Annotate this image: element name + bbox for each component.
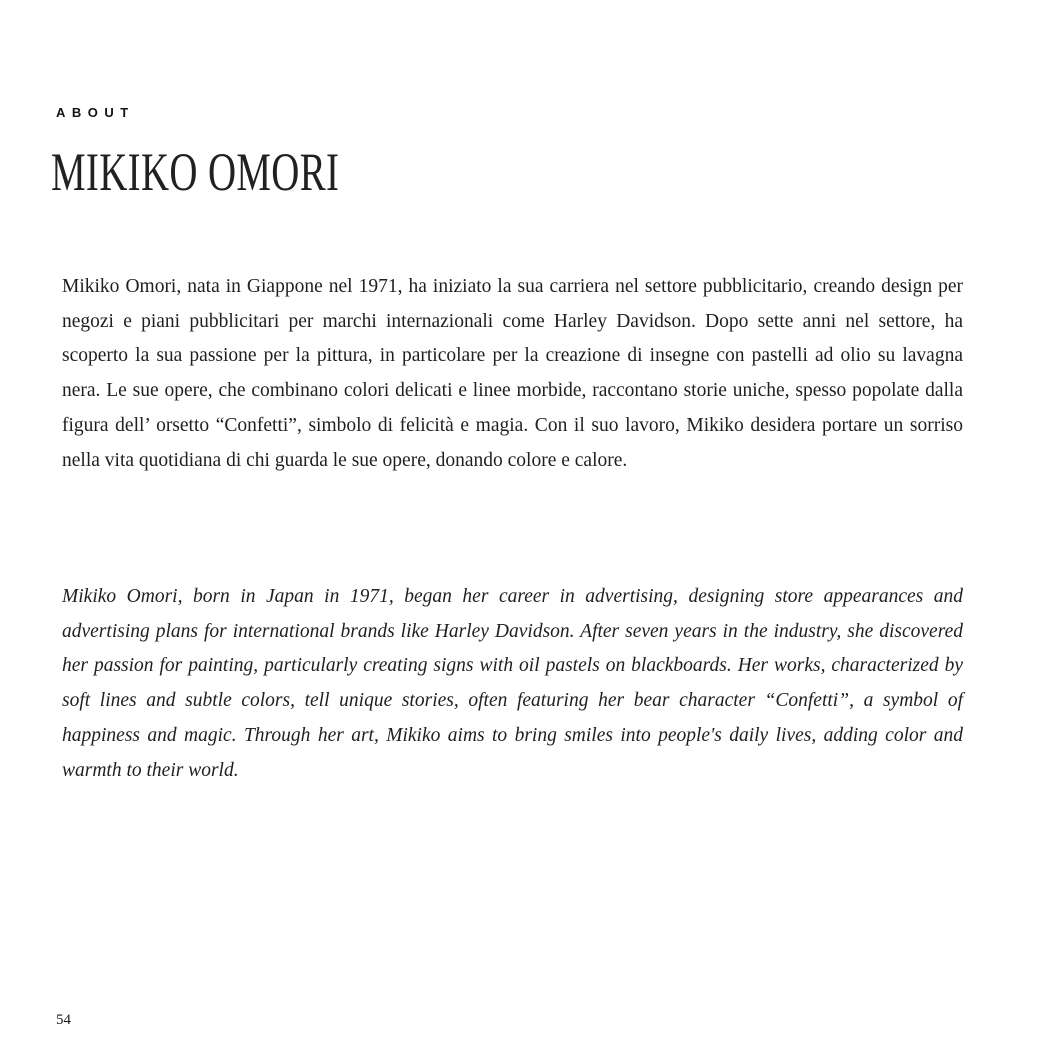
page-title: MIKIKO OMORI	[51, 142, 340, 202]
bio-paragraph-italian: Mikiko Omori, nata in Giappone nel 1971, ha iniziato la sua carriera nel settore pubblicitario, creando design per negozi e piani pubblicitari per marchi internazionali come Harley Davidson. Dopo sette anni nel settore, ha scoperto la sua passione per la pittura, in particolare per la creazione di insegne con pastelli ad olio su lavagna nera. Le sue opere, che combinano colori delicati e linee morbide, raccontano storie uniche, spesso popolate dalla figura dell’ orsetto “Confetti”, simbolo di felicità e magia. Con il suo lavoro, Mikiko desidera portare un sorriso nella vita quotidiana di chi guarda le sue opere, donando colore e calore.	[62, 276, 963, 471]
page-number: 54	[56, 1012, 71, 1028]
bio-paragraph-english: Mikiko Omori, born in Japan in 1971, began her career in advertising, designing store appearances and advertising plans for international brands like Harley Davidson. After seven years in the industry, she discovered her passion for painting, particularly creating signs with oil pastels on blackboards. Her works, characterized by soft lines and subtle colors, tell unique stories, often featuring her bear character “Confetti”, a symbol of happiness and magic. Through her art, Mikiko aims to bring smiles into people's daily lives, adding color and warmth to their world.	[62, 586, 963, 781]
section-kicker: ABOUT	[56, 105, 135, 120]
